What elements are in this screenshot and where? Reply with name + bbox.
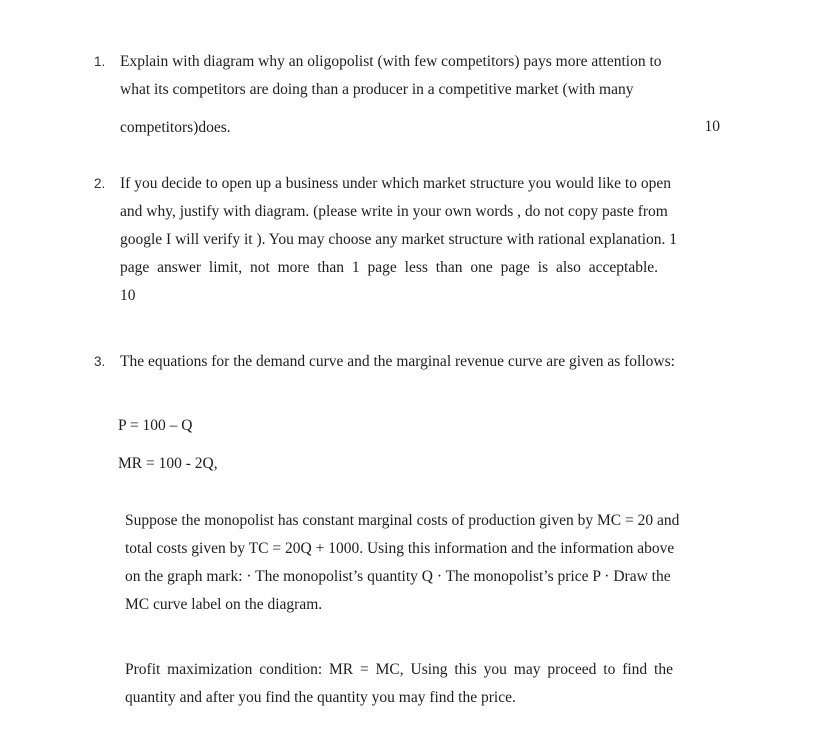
question-3-para1-line-1: Suppose the monopolist has constant marginal costs of production given by MC = 20 and (125, 512, 680, 529)
question-3-para1-line-4: MC curve label on the diagram. (125, 596, 323, 613)
question-1-number: 1. (94, 54, 106, 69)
question-2-number: 2. (94, 176, 106, 191)
question-3-para2-line-2: quantity and after you find the quantity you may find the price. (125, 689, 516, 706)
question-2-line-4: page answer limit, not more than 1 page less than one page is also acceptable. (120, 259, 659, 276)
question-1-marks: 10 (704, 118, 720, 135)
question-2-line-5: 10 (120, 287, 136, 304)
question-1-line-3: competitors)does. (120, 119, 231, 136)
mr-equation: MR = 100 - 2Q, (118, 455, 218, 472)
question-2-line-3: google I will verify it ). You may choose any market structure with rational explanation. 1 (120, 231, 678, 248)
question-1-line-2: what its competitors are doing than a producer in a competitive market (with many (120, 81, 634, 98)
question-1-line-1: Explain with diagram why an oligopolist (with few competitors) pays more attention to (120, 53, 662, 70)
question-3-para1-line-2: total costs given by TC = 20Q + 1000. Using this information and the information above (125, 540, 675, 557)
question-3-intro: The equations for the demand curve and the marginal revenue curve are given as follows: (120, 353, 675, 370)
question-3-para2-line-1: Profit maximization condition: MR = MC, Using this you may proceed to find the (125, 661, 673, 678)
demand-equation: P = 100 – Q (118, 417, 193, 434)
question-3-number: 3. (94, 354, 106, 369)
question-2-line-2: and why, justify with diagram. (please write in your own words , do not copy paste from (120, 203, 668, 220)
question-2-line-1: If you decide to open up a business under which market structure you would like to open (120, 175, 671, 192)
question-3-para1-line-3: on the graph mark: · The monopolist’s quantity Q · The monopolist’s price P · Draw the (125, 568, 671, 585)
